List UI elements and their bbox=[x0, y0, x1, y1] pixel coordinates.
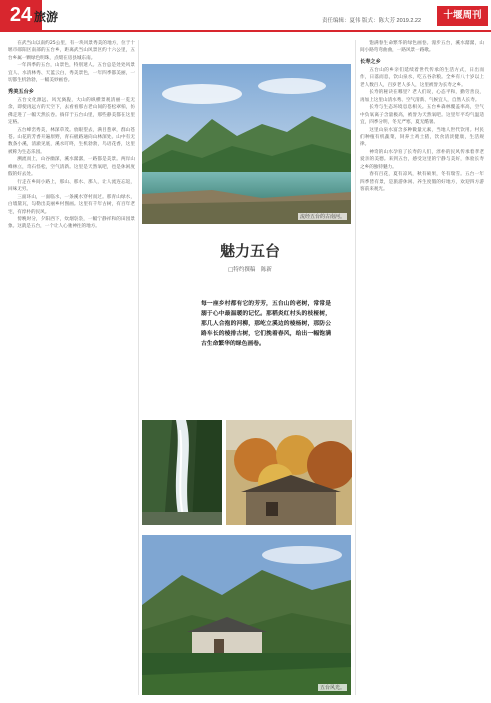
article-byline: □特约撰稿 陈新 bbox=[228, 267, 272, 273]
photo-caption-bottom: 五台风光。 bbox=[319, 685, 345, 691]
mountain-village-image bbox=[142, 535, 351, 695]
waterfall-image bbox=[142, 420, 222, 525]
waterfall-photo bbox=[142, 420, 222, 525]
column-divider bbox=[138, 40, 139, 695]
village-photo bbox=[142, 535, 351, 695]
paragraph: 行走在乡间小路上，那山、那水、那人，让人流连忘返，回味无穷。 bbox=[8, 179, 135, 193]
autumn-photo bbox=[226, 420, 352, 525]
paragraph: 神奇的山水孕育了长寿的人们，淳朴的民风传承着孝老爱亲的美德。来到五台，感受这里的宁静与美好，体验长寿之乡的独特魅力。 bbox=[360, 149, 484, 170]
article-column-3 bbox=[360, 40, 484, 695]
paragraph: 饱满春生命繁华的绿色画卷。漫步五台，溪水潺潺，山间小路弯弯曲曲，一路风景一路歌。 bbox=[360, 41, 484, 54]
brand-logo: 十堰周刊 bbox=[437, 6, 488, 26]
paragraph: 长寿的秘诀在哪里？老人们说，心态平和，勤劳善良，再加上这里山清水秀、空气清新、气候宜人，自然人长寿。 bbox=[360, 90, 484, 103]
paragraph: 一年四季的五台，山景色，特别迷人。五台总是处处风景宜人、水清林秀、天蓝云白，秀美景色，一年四季都美丽，一切都生机勃勃，一幅美妙画卷。 bbox=[8, 63, 135, 84]
header-rule bbox=[0, 30, 491, 32]
paragraph: 五台峰峦秀美，林深草茂。放眼望去，满目葱翠，群山苍苍。山花的芳香开遍原野，青石板路通向山林深处。山中有无数条小溪，清澈见底，溪水叮咚，生机勃勃，鸟语花香，这里被称为生态乐园。 bbox=[8, 127, 135, 155]
paragraph: 长寿与生态环境息息相关。五台乡森林覆盖率高，空气中负氧离子含量极高，被誉为天然氧吧。这里年平均气温适宜，四季分明，冬无严寒，夏无酷暑。 bbox=[360, 105, 484, 126]
editor-info: 责任编辑：夏伟 版式：陈大芳 2019.2.22 bbox=[322, 18, 422, 24]
river-landscape-image bbox=[142, 64, 351, 224]
subheading: 长寿之乡 bbox=[360, 58, 381, 65]
pull-quote: 每一座乡村都有它的芳芳，五台山的老树，常常是溺于心中最温暖的记忆。那稻炎红村头的枝桠树，那几人合抱的河柳，那屹立溪边的棱杨树，那防公路车长的棱排古树，它们挽着春风，给出一幅饱满古生命繁华的绿色画卷。 bbox=[201, 301, 331, 347]
paragraph: 春有百花，夏有凉风，秋有硕果，冬有瑞雪。五台一年四季皆有景，是旅游休闲、养生度假的好地方，欢迎四方游客前来观光。 bbox=[360, 172, 484, 193]
paragraph: 傍晚时分，夕阳西下，炊烟袅袅，一幅宁静祥和的田园景象。这就是五台，一个让人心驰神往的地方。 bbox=[8, 216, 135, 230]
river-photo bbox=[142, 64, 351, 224]
article-column-1 bbox=[8, 40, 135, 695]
paragraph: 三面环山，一面临水，一条溪水穿村而过。那青山绿水，白墙黛瓦，勾勒出美丽乡村图画。这里有千年古树，有百年老宅，有淳朴的民风。 bbox=[8, 194, 135, 215]
section-label: 旅游 bbox=[34, 10, 59, 24]
autumn-village-image bbox=[226, 420, 352, 525]
paragraph: 五台文化源远、风光旖旎，大山的纵横景观清丽一览无余，即使再远方的天空下，去看看那古老山间的苍松翠柏，仿佛走进了一幅天然长卷。徜徉于五台山里，那些静美都在这里定格。 bbox=[8, 97, 135, 126]
photo-caption-top: 流经五台的古南河。 bbox=[299, 214, 345, 220]
column-divider bbox=[355, 40, 356, 695]
article-title: 魅力五台 bbox=[219, 242, 280, 260]
subheading: 秀美五台乡 bbox=[8, 88, 34, 95]
paragraph: 溯流而上，山谷幽深，溪水潺潺，一路都是美景。两岸山峰林立，奇石怪松，空气清新。这里是天然氧吧，也是休闲度假的好去处。 bbox=[8, 157, 135, 178]
paragraph: 在武当山以南约25公里，有一块风景秀美的地方，位于十堰市郧阳区南部的五台乡，距离武当山风景区约十六公里，五台乡属一颗绿色明珠，点缀在房县城东南。 bbox=[8, 41, 135, 61]
paragraph: 这里山泉水富含多种微量元素，当地人世代饮用。村民们种植有机蔬菜，饲养土鸡土猪，饮食清淡健康，生活规律。 bbox=[360, 127, 484, 148]
paragraph: 五台山的乡亲们延续着世代传承的生活方式，日出而作，日落而息，饮山泉水，吃五谷杂粮。全乡有八十岁以上老人数百人，百岁老人多人，这里被誉为长寿之乡。 bbox=[360, 67, 484, 88]
page-number: 24 bbox=[0, 0, 42, 30]
